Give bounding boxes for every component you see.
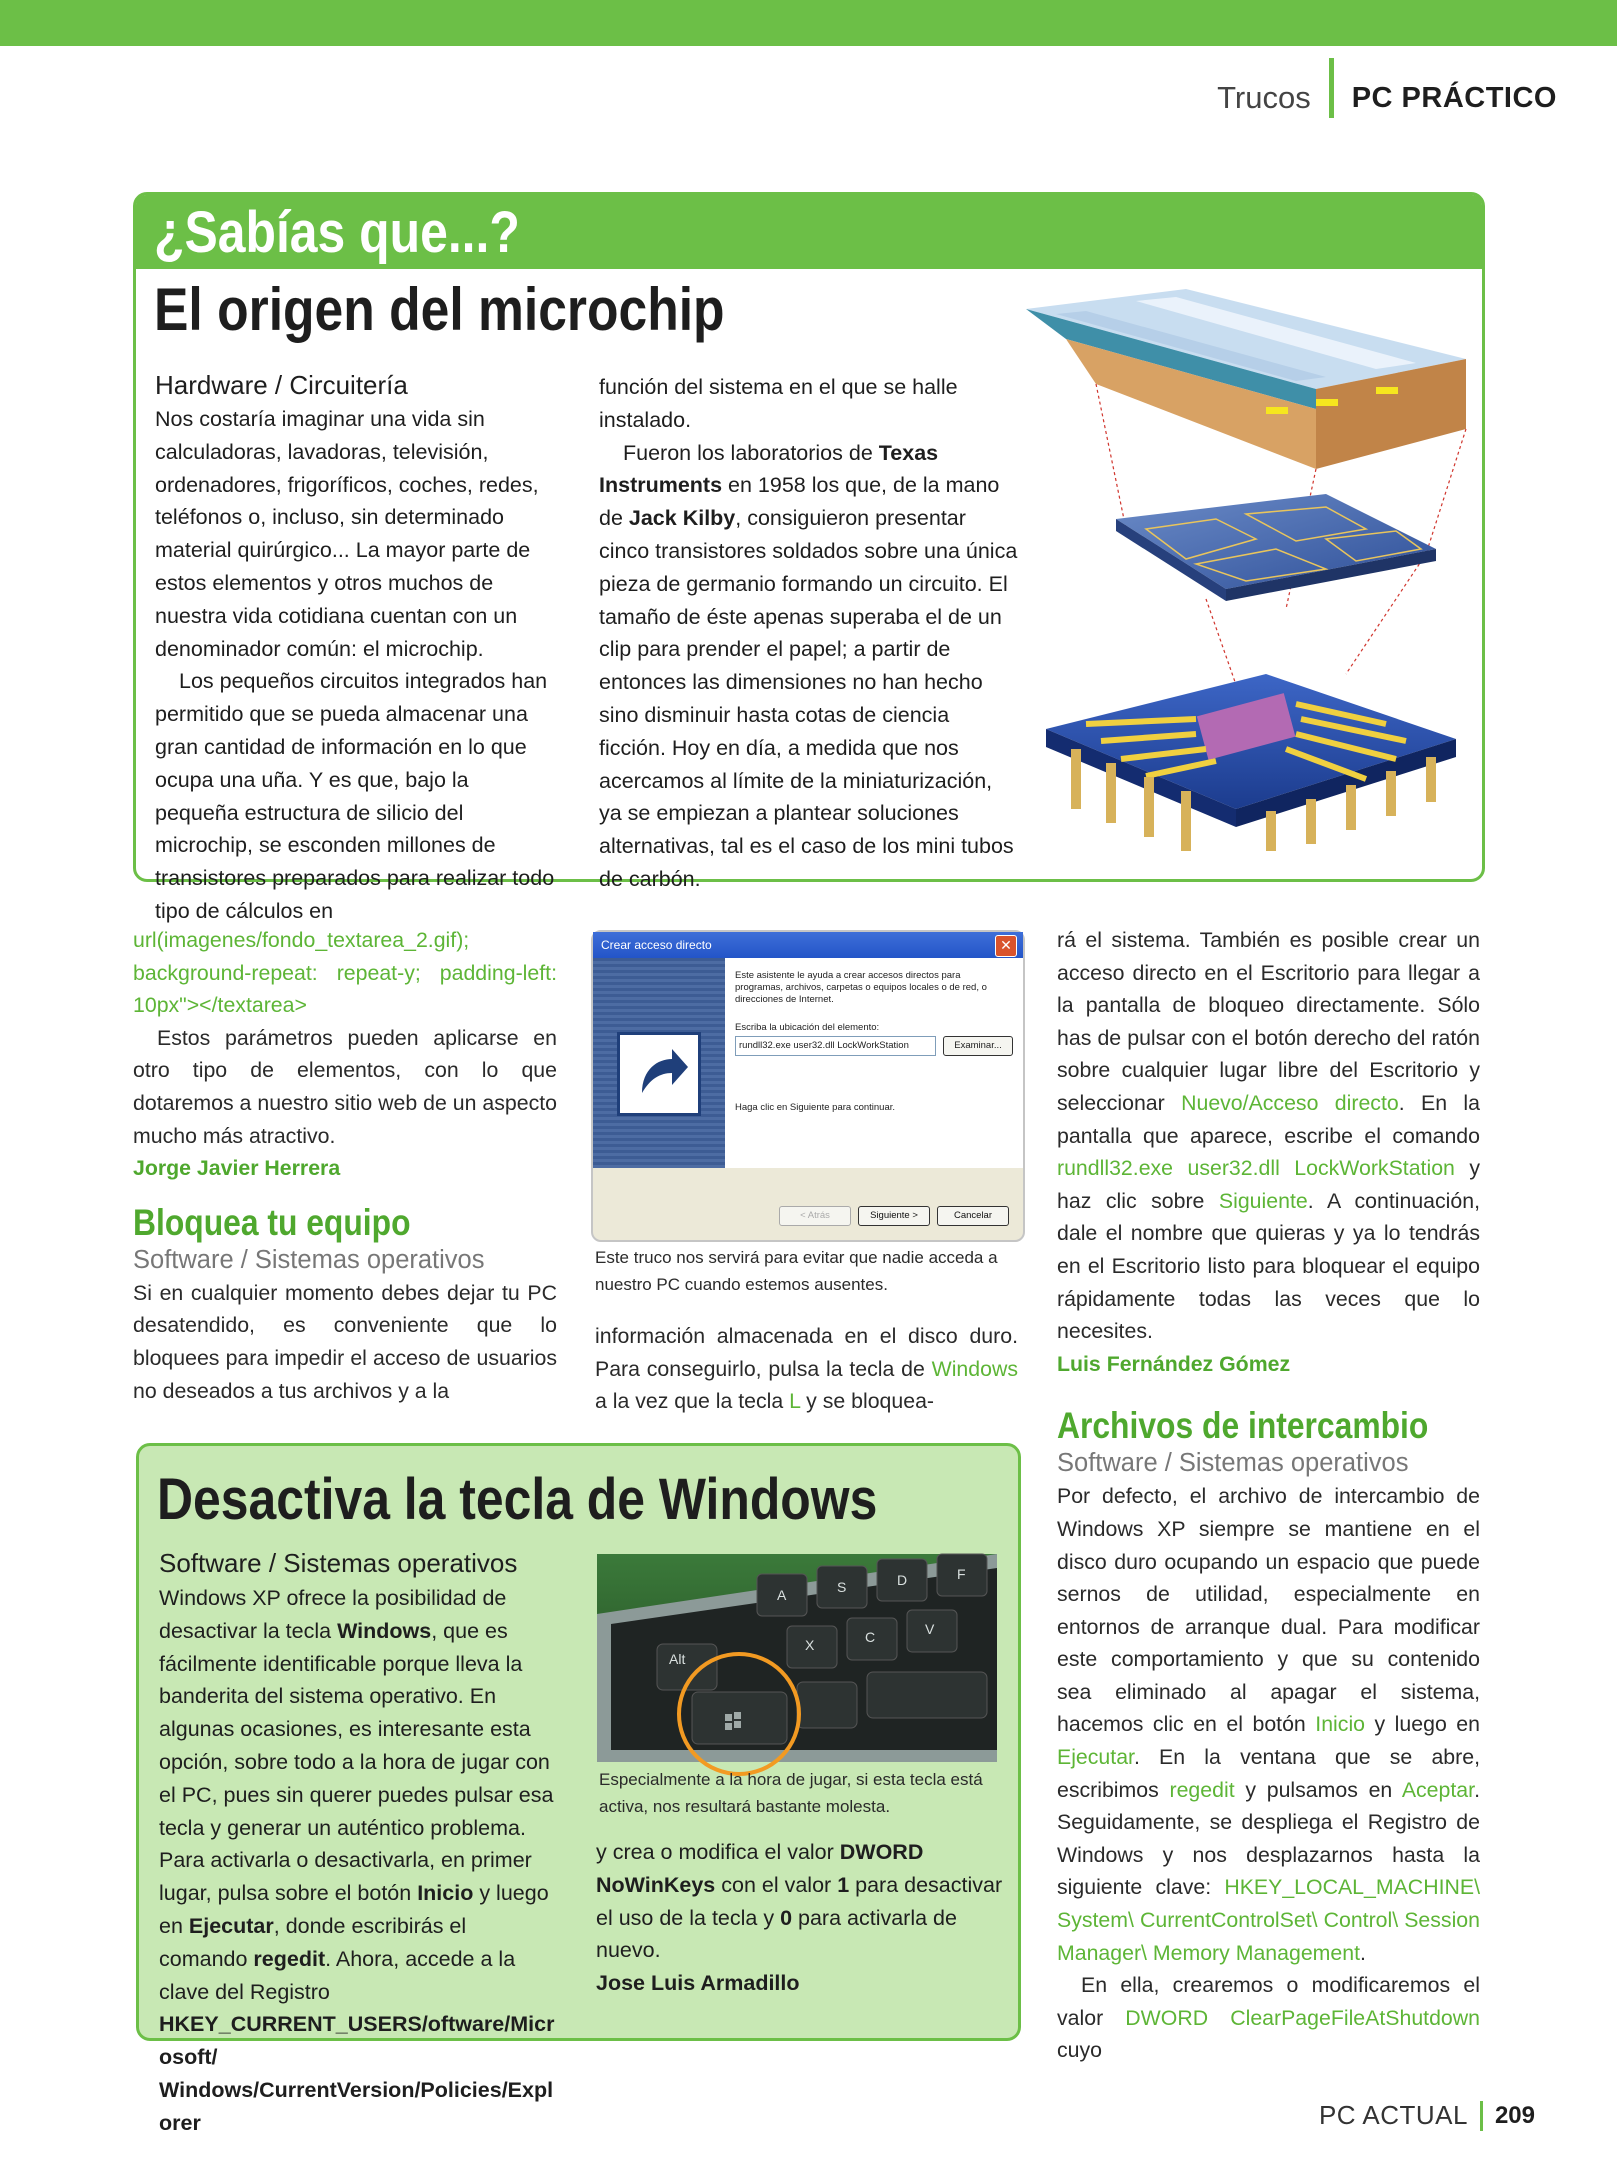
section-name: Trucos <box>1217 80 1311 115</box>
microchip-illustration <box>1026 279 1476 859</box>
next-button: Siguiente > <box>858 1206 930 1226</box>
publication-name: PC ACTUAL <box>1318 2100 1468 2130</box>
article-heading: Bloquea tu equipo <box>133 1201 411 1243</box>
author: Jorge Javier Herrera <box>133 1156 341 1181</box>
box-title: Desactiva la tecla de Windows <box>157 1467 878 1532</box>
right-column <box>1057 924 1480 2067</box>
page-footer <box>1319 2100 1535 2131</box>
microchip-box <box>133 192 1485 923</box>
browse-button: Examinar... <box>943 1036 1013 1056</box>
author: Jose Luis Armadillo <box>596 1971 800 1996</box>
box-column-2 <box>596 1836 1006 2000</box>
paragraph: función del sistema en el que se halle instalado. <box>599 375 958 432</box>
paragraph: En ella, crearemos o modificaremos el valor DWORD ClearPageFileAtShutdown cuyo <box>1057 1973 1480 2063</box>
keyboard-caption: Especialmente a la hora de jugar, si esta tecla está activa, nos resultará bastante molesta. <box>599 1770 983 1816</box>
dialog-titlebar <box>593 932 1023 958</box>
dialog-caption: Este truco nos servirá para evitar que nadie acceda a nuestro PC cuando estemos ausentes. <box>595 1248 998 1294</box>
paragraph: Por defecto, el archivo de intercambio de Windows XP siempre se mantiene en el disco duro ocupando un espacio que puede sernos de utilidad, especialmente en entornos de arranque dual. Para modificar este comportamiento y que su contenido sea eliminado al apagar el sistema, hacemos clic en el botón Inicio y luego en Ejecutar. En la ventana que se abre, escribimos regedit y pulsamos en Aceptar. Seguidamente, se despliega el Registro de Windows y nos desplazarnos hasta la siguiente clave: HKEY_LOCAL_MACHINE\ System\ CurrentControlSet\ Control\ Session Manager\ Memory Management. <box>1057 1484 1480 1965</box>
paragraph: información almacenada en el disco duro. Para conseguirlo, pulsa la tecla de Windows a la vez que la tecla L y se bloquea- <box>595 1324 1018 1414</box>
paragraph: Windows XP ofrece la posibilidad de desactivar la tecla Windows, que es fácilmente identificable porque lleva la banderita del sistema operativo. En algunas ocasiones, es interesante esta opción, sobre todo a la hora de jugar con el PC, pues sin querer puedes pulsar esa tecla y generar un auténtico problema. Para activarla o desactivarla, en primer lugar, pulsa sobre el botón Inicio y luego en Ejecutar, donde escribirás el comando regedit. Ahora, accede a la clave del Registro HKEY_CURRENT_USERS/oftware/Microsoft/ Windows/CurrentVersion/Policies/Explorer <box>159 1586 555 2135</box>
author: Luis Fernández Gómez <box>1057 1351 1291 1376</box>
paragraph: Si en cualquier momento debes dejar tu PC desatendido, es conveniente que lo bloquees para impedir el acceso de usuarios no deseados a tus archivos y a la <box>133 1280 557 1403</box>
close-icon: ✕ <box>995 935 1017 957</box>
middle-column <box>595 1320 1018 1418</box>
code-snippet: url(imagenes/fondo_textarea_2.gif); background-repeat: repeat-y; padding-left: 10px"></textarea> <box>133 928 557 1018</box>
dialog-hint: Haga clic en Siguiente para continuar. <box>735 1102 896 1113</box>
paragraph: Estos parámetros pueden aplicarse en otro tipo de elementos, con lo que dotaremos a nuestro sitio web de un aspecto mucho más atractivo. <box>133 1025 557 1148</box>
svg-text:Alt: Alt <box>669 1651 686 1667</box>
shortcut-icon <box>617 1032 701 1116</box>
paragraph: Nos costaría imaginar una vida sin calculadoras, lavadoras, televisión, ordenadores, frigoríficos, coches, redes, teléfonos o, incluso, sin determinado material quirúrgico... La mayor parte de estos elementos y otros muchos de nuestra vida cotidiana cuentan con un denominador común: el microchip. <box>155 407 539 661</box>
article-category: Software / Sistemas operativos <box>1057 1449 1409 1478</box>
dialog-sidebar <box>593 958 725 1168</box>
keyboard-photo <box>597 1554 997 1762</box>
box-column-1 <box>155 403 555 928</box>
dialog-intro: Este asistente le ayuda a crear accesos directos para programas, archivos, carpetas o equipos locales o de red, o direcciones de Internet. <box>735 970 987 1005</box>
article-heading: Archivos de intercambio <box>1057 1405 1429 1447</box>
svg-text:F: F <box>957 1566 966 1582</box>
svg-text:A: A <box>777 1587 787 1603</box>
box-category: Software / Sistemas operativos <box>159 1548 518 1578</box>
paragraph: rá el sistema. También es posible crear un acceso directo en el Escritorio para llegar a la pantalla de bloqueo directamente. Sólo has de pulsar con el botón derecho del ratón sobre cualquier lugar libre del Escritorio y seleccionar Nuevo/Acceso directo. En la pantalla que aparece, escribe el comando rundll32.exe user32.dll LockWorkStation y haz clic sobre Siguiente. A continuación, dale el nombre que quieras y ya lo tendrás en el Escritorio listo para bloquear el equipo rápidamente todas las veces que lo necesites. <box>1057 928 1481 1344</box>
paragraph: y crea o modifica el valor DWORD NoWinKeys con el valor 1 para desactivar el uso de la tecla y 0 para activarla de nuevo. <box>596 1840 1003 1963</box>
page-number: 209 <box>1494 2101 1535 2129</box>
box-category: Hardware / Circuitería <box>155 370 408 400</box>
svg-text:D: D <box>897 1572 908 1588</box>
magazine-section: PC PRÁCTICO <box>1351 81 1557 114</box>
location-input: rundll32.exe user32.dll LockWorkStation <box>735 1036 936 1056</box>
paragraph: Los pequeños circuitos integrados han permitido que se pueda almacenar una gran cantidad de información en lo que ocupa una uña. Y es que, bajo la pequeña estructura de silicio del microchip, se esconden millones de transistores preparados para realizar todo tipo de cálculos en <box>155 669 555 923</box>
left-column <box>133 924 557 1407</box>
footer-separator <box>1480 2101 1483 2131</box>
windows-key-box <box>136 1443 1021 2135</box>
box-column-2 <box>599 371 1019 896</box>
box-kicker: ¿Sabías que...? <box>154 200 520 265</box>
box-column-1 <box>159 1582 559 2140</box>
svg-text:S: S <box>837 1579 847 1595</box>
svg-text:C: C <box>865 1629 876 1645</box>
back-button: < Atrás <box>779 1206 851 1226</box>
top-color-bar <box>0 0 1617 46</box>
article-category: Software / Sistemas operativos <box>133 1245 485 1274</box>
location-label: Escriba la ubicación del elemento: <box>735 1022 880 1033</box>
svg-text:V: V <box>925 1621 935 1637</box>
running-header <box>1217 78 1557 118</box>
dialog-title: Crear acceso directo <box>601 938 712 952</box>
box-title: El origen del microchip <box>154 276 725 343</box>
paragraph: Fueron los laboratorios de Texas Instruments en 1958 los que, de la mano de Jack Kilby, consiguieron presentar cinco transistores soldados sobre una única pieza de germanio formando un circuito. El tamaño de éste apenas superaba el de un clip para prender el papel; a partir de entonces las dimensiones no han hecho sino disminuir hasta cotas de ciencia ficción. Hoy en día, a medida que nos acercamos al límite de la miniaturización, ya se empiezan a plantear soluciones alternativas, tal es el caso de los mini tubos de carbón. <box>599 440 1018 891</box>
cancel-button: Cancelar <box>937 1206 1009 1226</box>
svg-text:X: X <box>805 1637 815 1653</box>
shortcut-dialog-screenshot <box>591 930 1025 1242</box>
dialog-content <box>725 958 1023 1168</box>
